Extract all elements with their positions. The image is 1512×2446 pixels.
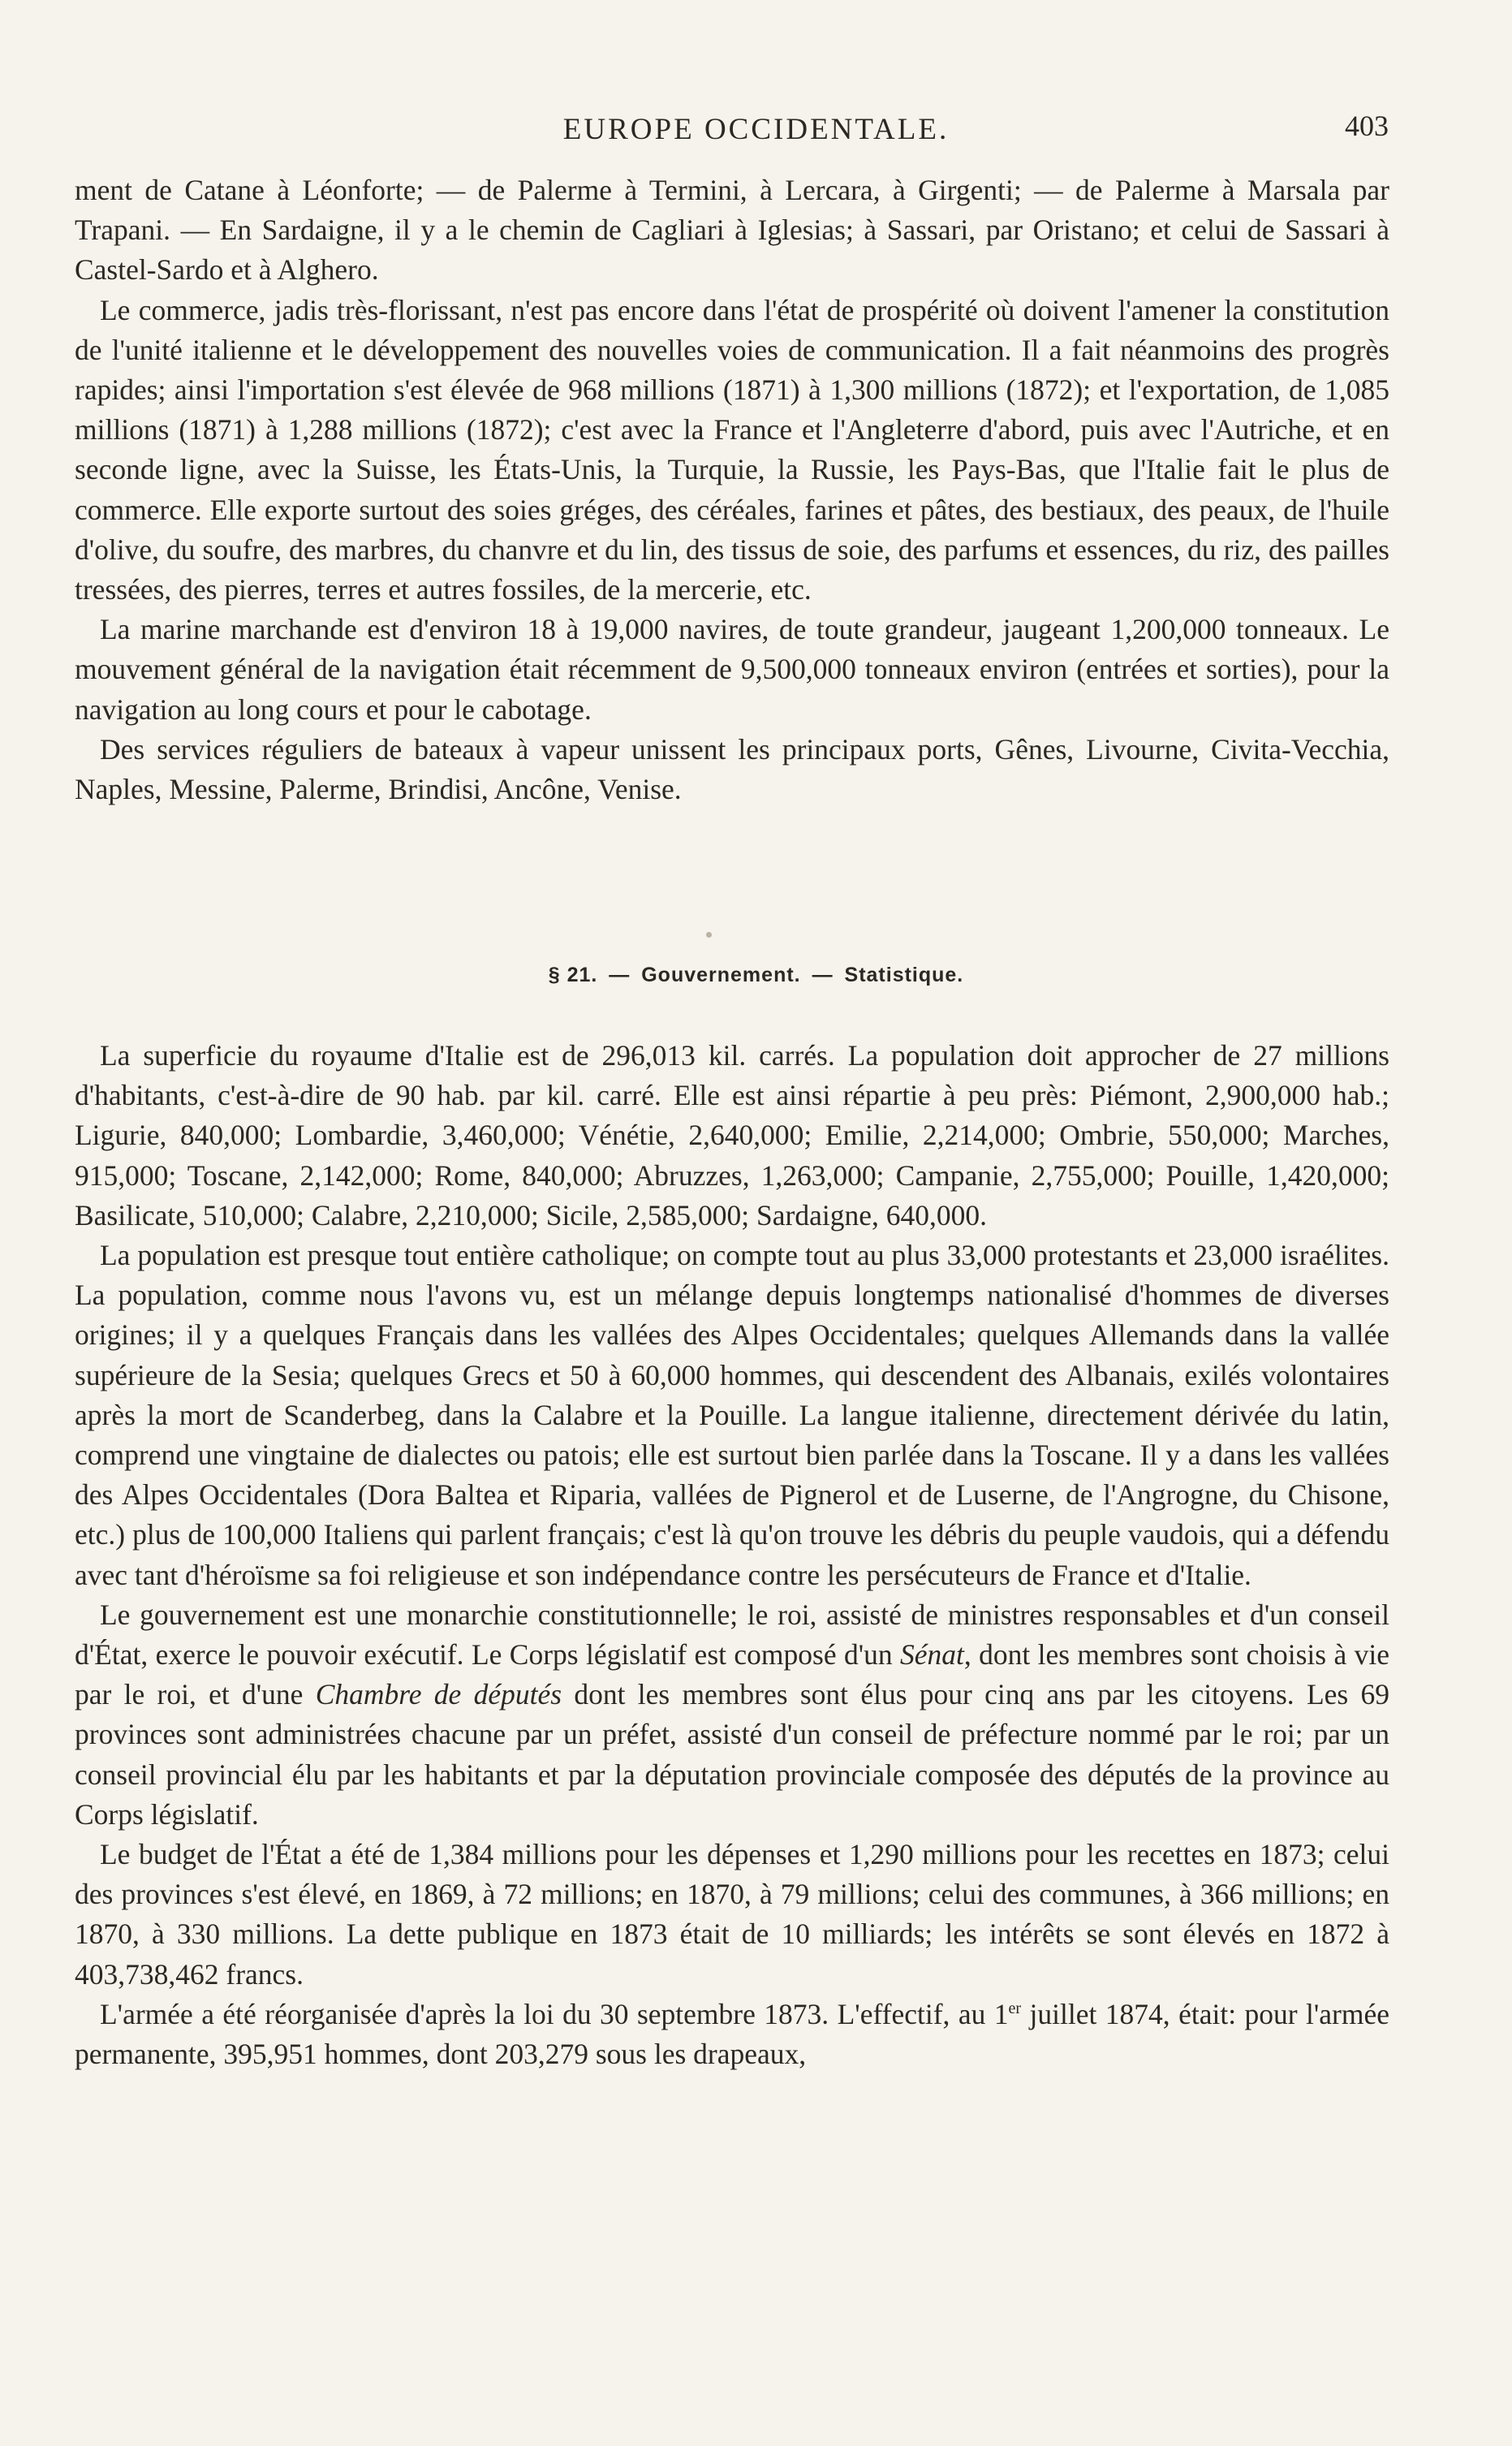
running-title: EUROPE OCCIDENTALE. <box>562 113 950 146</box>
ornament-dot <box>706 932 712 938</box>
page-number: 403 <box>1345 110 1389 142</box>
army-text-b: juillet 1874, était: pour l'armée permanente, 395,951 hommes, dont 203,279 sous les drapeaux, <box>75 1997 1389 2071</box>
section-dash: — <box>812 964 834 986</box>
section-dash: — <box>609 964 631 986</box>
army-text-a: L'armée a été réorganisée d'après la loi du 30 septembre 1873. L'effectif, au 1 <box>100 1997 1009 2030</box>
government-text-b: , dont les membres sont choisis à vie par le roi, et d'une <box>75 1638 1389 1711</box>
paragraph-army <box>75 1995 1389 2074</box>
ordinal-superscript: er <box>1008 2000 1022 2018</box>
chambre-term: Chambre de députés <box>315 1678 562 1711</box>
paragraph-budget: Le budget de l'État a été de 1,384 millions pour les dépenses et 1,290 millions pour les recettes en 1873; celui des provinces s'est élevé, en 1869, à 72 millions; en 1870, à 79 millions; celui des communes, à 366 millions; en 1870, à 330 millions. La dette publique en 1873 était de 10 milliards; les intérêts se sont élevés en 1872 à 403,738,462 francs. <box>75 1838 1389 1991</box>
paragraph-government <box>75 1595 1389 1835</box>
paragraph-steamship-services: Des services réguliers de bateaux à vapeur unissent les principaux ports, Gênes, Livourne, Civita-Vecchia, Naples, Messine, Palerme, Brindisi, Ancône, Venise. <box>75 732 1389 806</box>
section-heading <box>0 964 1512 987</box>
senat-term: Sénat <box>899 1638 964 1672</box>
text-block-commerce <box>75 170 1389 809</box>
running-head <box>0 104 1512 153</box>
paragraph-railways: ment de Catane à Léonforte; — de Palerme à Termini, à Lercara, à Girgenti; — de Palerme à Marsala par Trapani. — En Sardaigne, il y a le chemin de Cagliari à Iglesias; à Sassari, par Oristano; et celui de Sassari à Castel-Sardo et à Alghero. <box>75 174 1389 287</box>
section-subtitle: Statistique. <box>844 964 964 986</box>
text-block-government <box>75 1036 1389 2074</box>
government-text-a: Le gouvernement est une monarchie constitutionnelle; le roi, assisté de ministres responsables et d'un conseil d'État, exerce le pouvoir exécutif. Le Corps législatif est composé d'un <box>75 1598 1389 1672</box>
section-number: § 21. <box>548 964 598 986</box>
paragraph-merchant-marine: La marine marchande est d'environ 18 à 19,000 navires, de toute grandeur, jaugeant 1,200,000 tonneaux. Le mouvement général de la navigation était récemment de 9,500,000 tonneaux environ (entrées et sorties), pour la navigation au long cours et pour le cabotage. <box>75 613 1389 726</box>
section-title: Gouvernement. <box>641 964 801 986</box>
paragraph-commerce: Le commerce, jadis très-florissant, n'est pas encore dans l'état de prospérité où doivent l'amener la constitution de l'unité italienne et le développement des nouvelles voies de communication. Il a fait néanmoins des progrès rapides; ainsi l'importation s'est élevée de 968 millions (1871) à 1,300 millions (1872); et l'exportation, de 1,085 millions (1871) à 1,288 millions (1872); c'est avec la France et l'Angleterre d'abord, puis avec l'Autriche, et en seconde ligne, avec la Suisse, les États-Unis, la Turquie, la Russie, les Pays-Bas, que l'Italie fait le plus de commerce. Elle exporte surtout des soies gréges, des céréales, farines et pâtes, des bestiaux, des peaux, de l'huile d'olive, du soufre, des marbres, du chanvre et du lin, des tissus de soie, des parfums et essences, du riz, des pailles tressées, des pierres, terres et autres fossiles, de la mercerie, etc. <box>75 293 1389 606</box>
paragraph-religion-language: La population est presque tout entière catholique; on compte tout au plus 33,000 protestants et 23,000 israélites. La population, comme nous l'avons vu, est un mélange depuis longtemps nationalisé d'hommes de diverses origines; il y a quelques Français dans les vallées des Alpes Occidentales; quelques Allemands dans la vallée supérieure de la Sesia; quelques Grecs et 50 à 60,000 hommes, qui descendent des Albanais, exilés volontaires après la mort de Scanderbeg, dans la Calabre et la Pouille. La langue italienne, directement dérivée du latin, comprend une vingtaine de dialectes ou patois; elle est surtout bien parlée dans la Toscane. Il y a dans les vallées des Alpes Occidentales (Dora Baltea et Riparia, vallées de Pignerol et de Luserne, de l'Angrogne, du Chisone, etc.) plus de 100,000 Italiens qui parlent français; c'est là qu'on trouve les débris du peuple vaudois, qui a défendu avec tant d'héroïsme sa foi religieuse et son indépendance contre les persécuteurs de France et d'Italie. <box>75 1239 1389 1591</box>
paragraph-population-distribution: La superficie du royaume d'Italie est de 296,013 kil. carrés. La population doit approcher de 27 millions d'habitants, c'est-à-dire de 90 hab. par kil. carré. Elle est ainsi répartie à peu près: Piémont, 2,900,000 hab.; Ligurie, 840,000; Lombardie, 3,460,000; Vénétie, 2,640,000; Emilie, 2,214,000; Ombrie, 550,000; Marches, 915,000; Toscane, 2,142,000; Rome, 840,000; Abruzzes, 1,263,000; Campanie, 2,755,000; Pouille, 1,420,000; Basilicate, 510,000; Calabre, 2,210,000; Sicile, 2,585,000; Sardaigne, 640,000. <box>75 1039 1389 1232</box>
government-text-c: dont les membres sont élus pour cinq ans par les citoyens. Les 69 provinces sont administrées chacune par un préfet, assisté d'un conseil de préfecture nommé par le roi; par un conseil provincial élu par les habitants et par la députation provinciale composée des députés de la province au Corps législatif. <box>75 1678 1389 1831</box>
